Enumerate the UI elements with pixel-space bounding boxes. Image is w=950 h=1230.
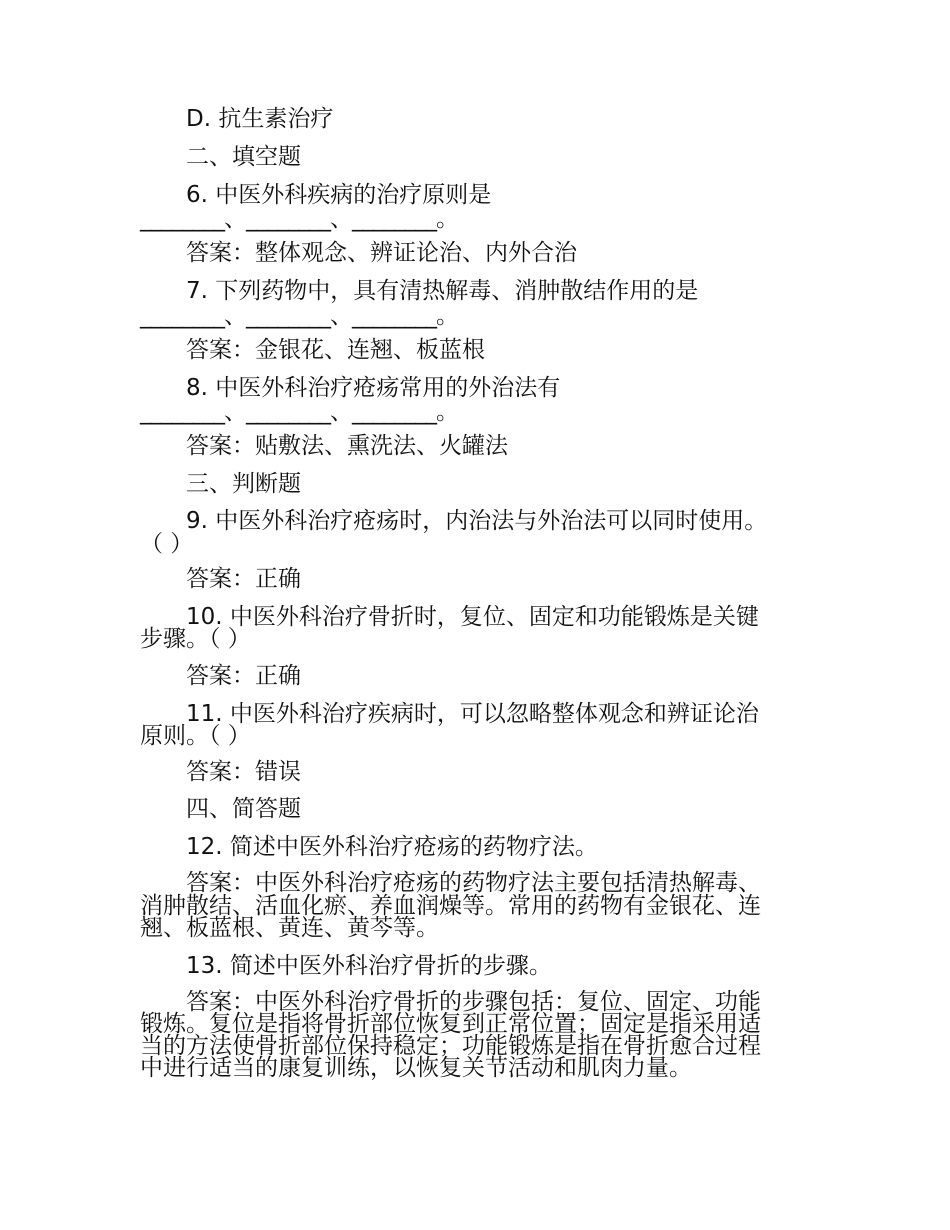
- question-11: 11. 中医外科治疗疾病时，可以忽略整体观念和辨证论治: [186, 701, 759, 727]
- option-d: D. 抗生素治疗: [186, 106, 334, 132]
- section-heading-fill-blank: 二、填空题: [186, 144, 301, 170]
- answer-6: 答案：整体观念、辨证论治、内外合治: [186, 240, 577, 266]
- answer-13-line-4: 中进行适当的康复训练，以恢复关节活动和肌肉力量。: [140, 1055, 692, 1081]
- question-8: 8. 中医外科治疗疮疡常用的外治法有: [186, 375, 561, 401]
- question-8-blanks: ________、________、________。: [140, 399, 458, 425]
- answer-9: 答案：正确: [186, 566, 301, 592]
- answer-13-line-1: 答案：中医外科治疗骨折的步骤包括：复位、固定、功能: [186, 989, 761, 1015]
- question-10: 10. 中医外科治疗骨折时，复位、固定和功能锻炼是关键: [186, 604, 759, 630]
- question-11-continued: 原则。（ ）: [140, 723, 251, 749]
- answer-12-line-3: 翘、板蓝根、黄连、黄芩等。: [140, 915, 439, 941]
- question-10-continued: 步骤。（ ）: [140, 626, 251, 652]
- question-7-blanks: ________、________、________。: [140, 303, 458, 329]
- section-heading-short-answer: 四、简答题: [186, 796, 301, 822]
- answer-7: 答案：金银花、连翘、板蓝根: [186, 337, 485, 363]
- question-13: 13. 简述中医外科治疗骨折的步骤。: [186, 953, 552, 979]
- question-12: 12. 简述中医外科治疗疮疡的药物疗法。: [186, 834, 598, 860]
- answer-10: 答案：正确: [186, 663, 301, 689]
- answer-12-line-2: 消肿散结、活血化瘀、养血润燥等。常用的药物有金银花、连: [140, 893, 761, 919]
- question-6-blanks: ________、________、________。: [140, 206, 458, 232]
- question-9-bracket: （ ）: [140, 531, 194, 557]
- answer-11: 答案：错误: [186, 759, 301, 785]
- answer-8: 答案：贴敷法、熏洗法、火罐法: [186, 433, 508, 459]
- answer-12-line-1: 答案：中医外科治疗疮疡的药物疗法主要包括清热解毒、: [186, 870, 761, 896]
- question-6: 6. 中医外科疾病的治疗原则是: [186, 182, 492, 208]
- question-7: 7. 下列药物中，具有清热解毒、消肿散结作用的是: [186, 278, 699, 304]
- answer-13-line-3: 当的方法使骨折部位保持稳定；功能锻炼是指在骨折愈合过程: [140, 1033, 761, 1059]
- question-9: 9. 中医外科治疗疮疡时，内治法与外治法可以同时使用。: [186, 508, 768, 534]
- section-heading-true-false: 三、判断题: [186, 471, 301, 497]
- answer-13-line-2: 锻炼。复位是指将骨折部位恢复到正常位置；固定是指采用适: [140, 1011, 761, 1037]
